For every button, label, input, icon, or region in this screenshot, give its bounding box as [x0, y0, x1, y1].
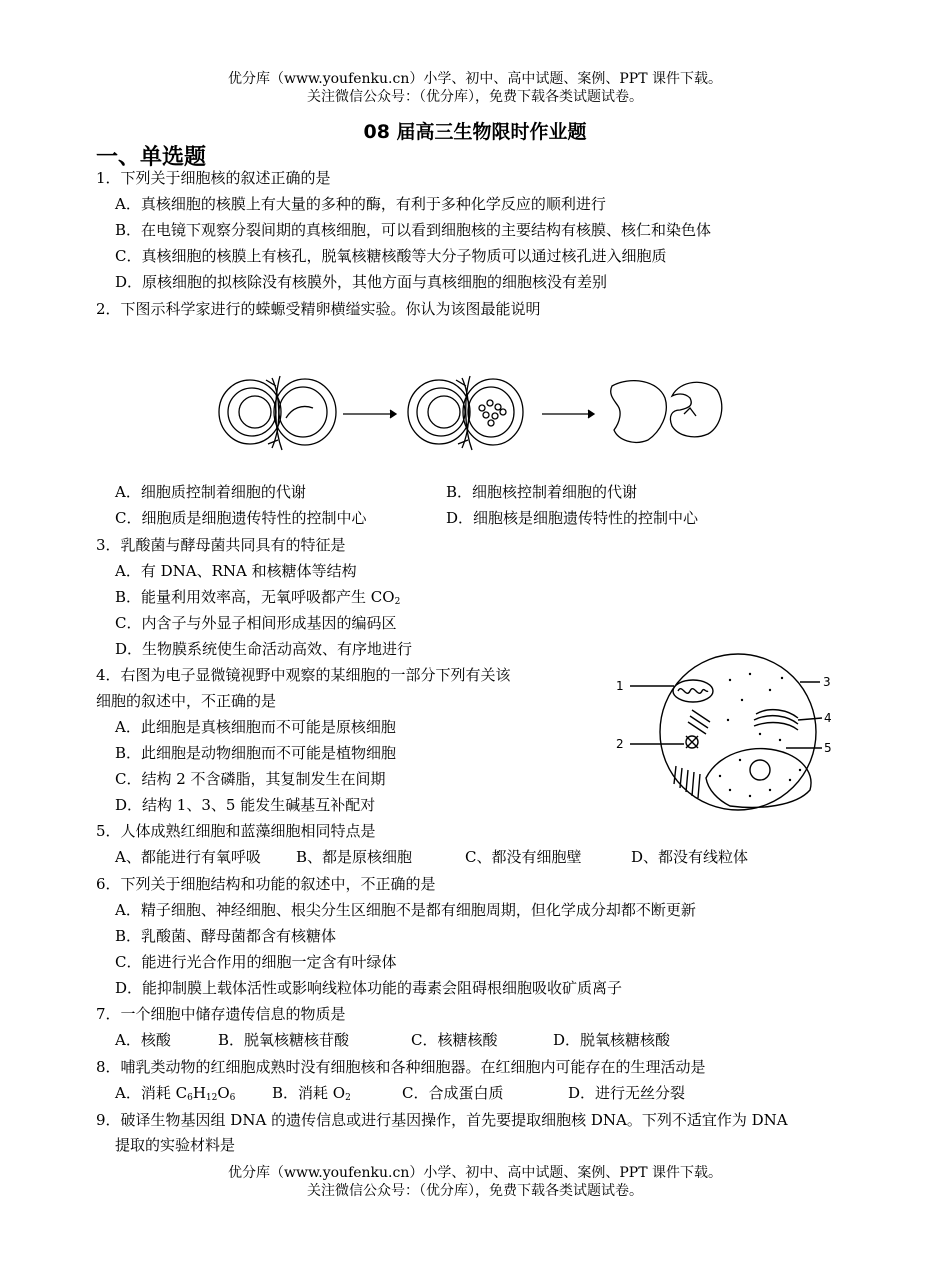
section-heading: 一、单选题 [96, 145, 207, 170]
q4-option-b: B．此细胞是动物细胞而不可能是植物细胞 [115, 744, 397, 762]
q4-stem-line-1: 4．右图为电子显微镜视野中观察的某细胞的一部分下列有关该 [96, 666, 511, 684]
q8-option-d: D．进行无丝分裂 [568, 1084, 686, 1102]
egg-stage-1 [219, 376, 336, 450]
salamander-egg-ligation-figure [210, 370, 730, 465]
footer-line-1: 优分库（www.youfenku.cn）小学、初中、高中试题、案例、PPT 课件下载。 [227, 1165, 722, 1181]
q5-stem: 5．人体成熟红细胞和蓝藻细胞相同特点是 [96, 822, 376, 840]
q8-option-c: C．合成蛋白质 [402, 1084, 504, 1102]
q8-option-b: B．消耗 $O_2$ [272, 1084, 351, 1103]
q1-option-a: A．真核细胞的核膜上有大量的多种的酶，有利于多种化学反应的顺利进行 [115, 195, 606, 213]
q4-option-d: D．结构 1、3、5 能发生碱基互补配对 [115, 796, 376, 814]
q1-stem: 1．下列关于细胞核的叙述正确的是 [96, 169, 331, 187]
q7-option-d: D．脱氧核糖核酸 [553, 1031, 671, 1049]
q2-option-d: D．细胞核是细胞遗传特性的控制中心 [446, 509, 699, 527]
q2-stem: 2．下图示科学家进行的蝾螈受精卵横缢实验。你认为该图最能说明 [96, 300, 541, 318]
footer-line-2: 关注微信公众号：（优分库），免费下载各类试题试卷。 [307, 1183, 643, 1199]
q2-option-a: A．细胞质控制着细胞的代谢 [115, 483, 306, 501]
label-3: 3 [823, 675, 831, 689]
q9-stem-line-2: 提取的实验材料是 [115, 1136, 236, 1154]
result-blob-left [611, 381, 667, 443]
q8-option-a: A．消耗 $C_6H_{12}O_6$ [115, 1084, 236, 1103]
egg-stage-2 [408, 376, 523, 450]
q3-option-d: D．生物膜系统使生命活动高效、有序地进行 [115, 640, 413, 658]
q6-option-a: A．精子细胞、神经细胞、根尖分生区细胞不是都有细胞周期，但化学成分却都不断更新 [115, 901, 696, 919]
q3-stem: 3．乳酸菌与酵母菌共同具有的特征是 [96, 536, 346, 554]
q5-option-d: D、都没有线粒体 [631, 848, 749, 866]
q7-option-c: C．核糖核酸 [411, 1031, 498, 1049]
q4-option-c: C．结构 2 不含磷脂，其复制发生在间期 [115, 770, 386, 788]
q3-option-b: B．能量利用效率高，无氧呼吸都产生 $CO_2$ [115, 588, 401, 607]
q2-option-c: C．细胞质是细胞遗传特性的控制中心 [115, 509, 367, 527]
cell-micrograph-figure [610, 650, 845, 815]
label-2: 2 [616, 737, 624, 751]
q4-stem-line-2: 细胞的叙述中，不正确的是 [96, 692, 277, 710]
q3-option-a: A．有 DNA、RNA 和核糖体等结构 [115, 562, 357, 580]
result-blob-right [670, 382, 721, 437]
q6-option-c: C．能进行光合作用的细胞一定含有叶绿体 [115, 953, 397, 971]
q2-option-b: B．细胞核控制着细胞的代谢 [446, 483, 638, 501]
q6-option-d: D．能抑制膜上载体活性或影响线粒体功能的毒素会阻碍根细胞吸收矿质离子 [115, 979, 623, 997]
q4-option-a: A．此细胞是真核细胞而不可能是原核细胞 [115, 718, 396, 736]
q3-option-c: C．内含子与外显子相间形成基因的编码区 [115, 614, 397, 632]
header-line-2: 关注微信公众号：（优分库），免费下载各类试题试卷。 [307, 89, 643, 105]
page-title: 08 届高三生物限时作业题 [363, 121, 587, 143]
q6-stem: 6．下列关于细胞结构和功能的叙述中，不正确的是 [96, 875, 436, 893]
label-5: 5 [824, 741, 832, 755]
q1-option-c: C．真核细胞的核膜上有核孔，脱氧核糖核酸等大分子物质可以通过核孔进入细胞质 [115, 247, 667, 265]
q9-stem-line-1: 9．破译生物基因组 DNA 的遗传信息或进行基因操作，首先要提取细胞核 DNA。下列不适宜作为 DNA [96, 1111, 788, 1129]
q5-option-a: A、都能进行有氧呼吸 [115, 848, 261, 866]
label-1: 1 [616, 679, 624, 693]
q1-option-b: B．在电镜下观察分裂间期的真核细胞，可以看到细胞核的主要结构有核膜、核仁和染色体 [115, 221, 712, 239]
q7-stem: 7．一个细胞中储存遗传信息的物质是 [96, 1005, 346, 1023]
q5-option-c: C、都没有细胞壁 [465, 848, 582, 866]
q8-stem: 8．哺乳类动物的红细胞成熟时没有细胞核和各种细胞器。在红细胞内可能存在的生理活动是 [96, 1058, 706, 1076]
q7-option-b: B．脱氧核糖核苷酸 [218, 1031, 350, 1049]
q1-option-d: D．原核细胞的拟核除没有核膜外，其他方面与真核细胞的细胞核没有差别 [115, 273, 608, 291]
header-line-1: 优分库（www.youfenku.cn）小学、初中、高中试题、案例、PPT 课件下载。 [227, 71, 722, 87]
q6-option-b: B．乳酸菌、酵母菌都含有核糖体 [115, 927, 337, 945]
label-4: 4 [824, 711, 832, 725]
q5-option-b: B、都是原核细胞 [296, 848, 413, 866]
q7-option-a: A．核酸 [115, 1031, 171, 1049]
